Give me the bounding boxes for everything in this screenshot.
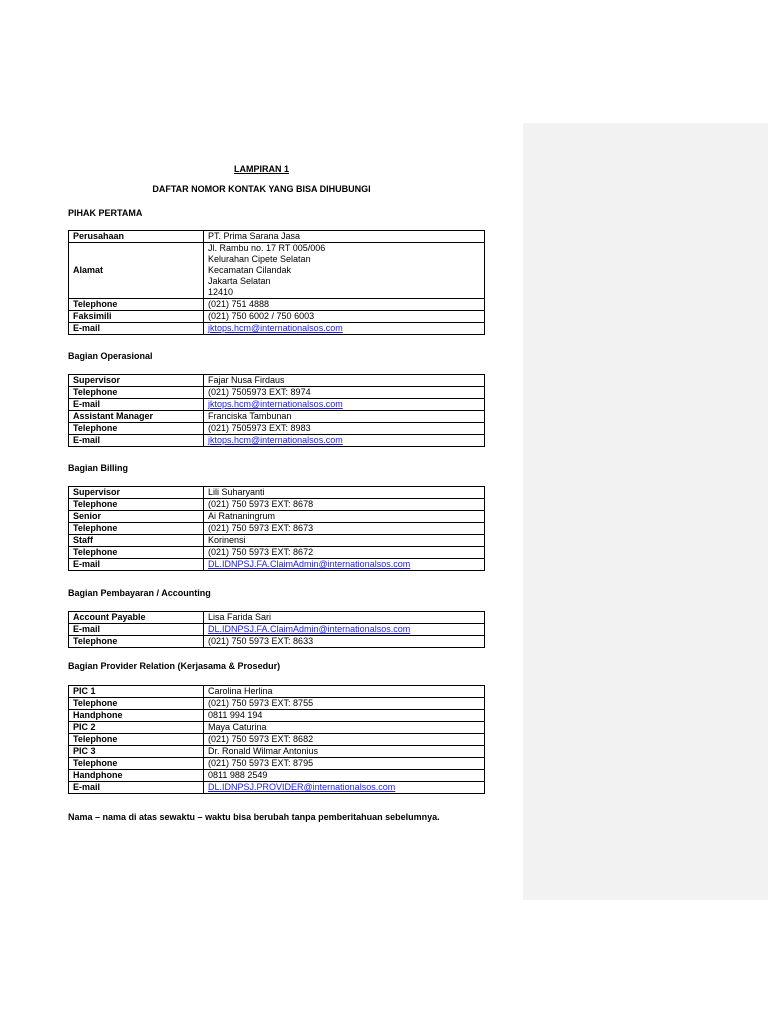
provider-table [68, 685, 485, 794]
row-label: Alamat [69, 243, 204, 299]
row-value: Lili Suharyanti [204, 487, 485, 499]
row-label: Telephone [69, 698, 204, 710]
table-row [69, 411, 485, 423]
row-label: Perusahaan [69, 231, 204, 243]
section-heading-provider: Bagian Provider Relation (Kerjasama & Prosedur) [68, 661, 281, 671]
row-label: Telephone [69, 299, 204, 311]
row-label: Faksimili [69, 311, 204, 323]
row-label: Supervisor [69, 487, 204, 499]
row-value: (021) 750 5973 EXT: 8672 [204, 547, 485, 559]
table-row [69, 299, 485, 311]
table-row [69, 499, 485, 511]
table-row [69, 782, 485, 794]
table-row [69, 323, 485, 335]
row-label: Handphone [69, 710, 204, 722]
table-row [69, 636, 485, 648]
row-value: Ai Ratnaningrum [204, 511, 485, 523]
table-row [69, 231, 485, 243]
table-row [69, 523, 485, 535]
row-value: (021) 750 5973 EXT: 8673 [204, 523, 485, 535]
table-row [69, 698, 485, 710]
address-line: Jakarta Selatan [208, 276, 271, 286]
table-row [69, 487, 485, 499]
address-line: Jl. Rambu no. 17 RT 005/006 [208, 243, 326, 253]
row-label: E-mail [69, 559, 204, 571]
row-value [204, 435, 485, 447]
row-value: PT. Prima Sarana Jasa [204, 231, 485, 243]
section-heading-accounting: Bagian Pembayaran / Accounting [68, 588, 211, 598]
address-line: 12410 [208, 287, 234, 297]
row-value: (021) 750 5973 EXT: 8682 [204, 734, 485, 746]
table-row [69, 243, 485, 299]
address-cell [204, 243, 485, 299]
section-heading-billing: Bagian Billing [68, 463, 129, 473]
row-value [204, 559, 485, 571]
row-label: Telephone [69, 423, 204, 435]
row-label: PIC 1 [69, 686, 204, 698]
email-link[interactable]: DL.IDNPSJ.FA.ClaimAdmin@internationalsos.com [208, 559, 411, 569]
row-label: Staff [69, 535, 204, 547]
row-value: (021) 750 5973 EXT: 8678 [204, 499, 485, 511]
table-row [69, 387, 485, 399]
row-value: (021) 750 6002 / 750 6003 [204, 311, 485, 323]
row-label: Telephone [69, 734, 204, 746]
comment-pane [523, 123, 768, 900]
table-row [69, 734, 485, 746]
row-label: E-mail [69, 624, 204, 636]
row-label: Handphone [69, 770, 204, 782]
row-label: Supervisor [69, 375, 204, 387]
row-value: Korinensi [204, 535, 485, 547]
row-value [204, 323, 485, 335]
row-label: Telephone [69, 387, 204, 399]
row-label: Telephone [69, 636, 204, 648]
row-value: 0811 994 194 [204, 710, 485, 722]
table-row [69, 624, 485, 636]
table-row [69, 399, 485, 411]
address-line: Kelurahan Cipete Selatan [208, 254, 311, 264]
table-row [69, 770, 485, 782]
row-label: Telephone [69, 758, 204, 770]
table-row [69, 722, 485, 734]
row-value: 0811 988 2549 [204, 770, 485, 782]
email-link[interactable]: jktops.hcm@internationalsos.com [208, 323, 343, 333]
row-label: E-mail [69, 782, 204, 794]
row-value: (021) 7505973 EXT: 8974 [204, 387, 485, 399]
pihak-pertama-table [68, 230, 485, 335]
row-value: (021) 750 5973 EXT: 8795 [204, 758, 485, 770]
row-label: Account Payable [69, 612, 204, 624]
row-value: Maya Caturina [204, 722, 485, 734]
row-value [204, 624, 485, 636]
accounting-table [68, 611, 485, 648]
row-label: E-mail [69, 435, 204, 447]
section-heading-operasional: Bagian Operasional [68, 351, 153, 361]
table-row [69, 535, 485, 547]
row-value: Franciska Tambunan [204, 411, 485, 423]
row-value: Carolina Herlina [204, 686, 485, 698]
footnote: Nama – nama di atas sewaktu – waktu bisa berubah tanpa pemberitahuan sebelumnya. [68, 812, 440, 822]
email-link[interactable]: jktops.hcm@internationalsos.com [208, 399, 343, 409]
page-subtitle: DAFTAR NOMOR KONTAK YANG BISA DIHUBUNGI [152, 184, 371, 194]
table-row [69, 710, 485, 722]
section-heading-pihak-pertama: PIHAK PERTAMA [68, 208, 143, 218]
row-value: (021) 7505973 EXT: 8983 [204, 423, 485, 435]
operasional-table [68, 374, 485, 447]
row-label: Telephone [69, 547, 204, 559]
row-value [204, 782, 485, 794]
table-row [69, 423, 485, 435]
table-row [69, 311, 485, 323]
address-line: Kecamatan Cilandak [208, 265, 292, 275]
email-link[interactable]: DL.IDNPSJ.FA.ClaimAdmin@internationalsos.com [208, 624, 411, 634]
table-row [69, 758, 485, 770]
table-row [69, 435, 485, 447]
row-label: E-mail [69, 399, 204, 411]
billing-table [68, 486, 485, 571]
email-link[interactable]: jktops.hcm@internationalsos.com [208, 435, 343, 445]
table-row [69, 746, 485, 758]
table-row [69, 686, 485, 698]
page-title: LAMPIRAN 1 [233, 164, 289, 174]
table-row [69, 511, 485, 523]
row-value [204, 399, 485, 411]
email-link[interactable]: DL.IDNPSJ.PROVIDER@internationalsos.com [208, 782, 396, 792]
row-label: Assistant Manager [69, 411, 204, 423]
table-row [69, 375, 485, 387]
row-label: Telephone [69, 523, 204, 535]
row-value: Dr. Ronald Wilmar Antonius [204, 746, 485, 758]
row-value: (021) 750 5973 EXT: 8755 [204, 698, 485, 710]
row-label: PIC 3 [69, 746, 204, 758]
row-value: (021) 751 4888 [204, 299, 485, 311]
table-row [69, 559, 485, 571]
row-label: Telephone [69, 499, 204, 511]
table-row [69, 612, 485, 624]
row-value: Fajar Nusa Firdaus [204, 375, 485, 387]
row-value: Lisa Farida Sari [204, 612, 485, 624]
row-label: PIC 2 [69, 722, 204, 734]
table-row [69, 547, 485, 559]
row-value: (021) 750 5973 EXT: 8633 [204, 636, 485, 648]
row-label: Senior [69, 511, 204, 523]
row-label: E-mail [69, 323, 204, 335]
